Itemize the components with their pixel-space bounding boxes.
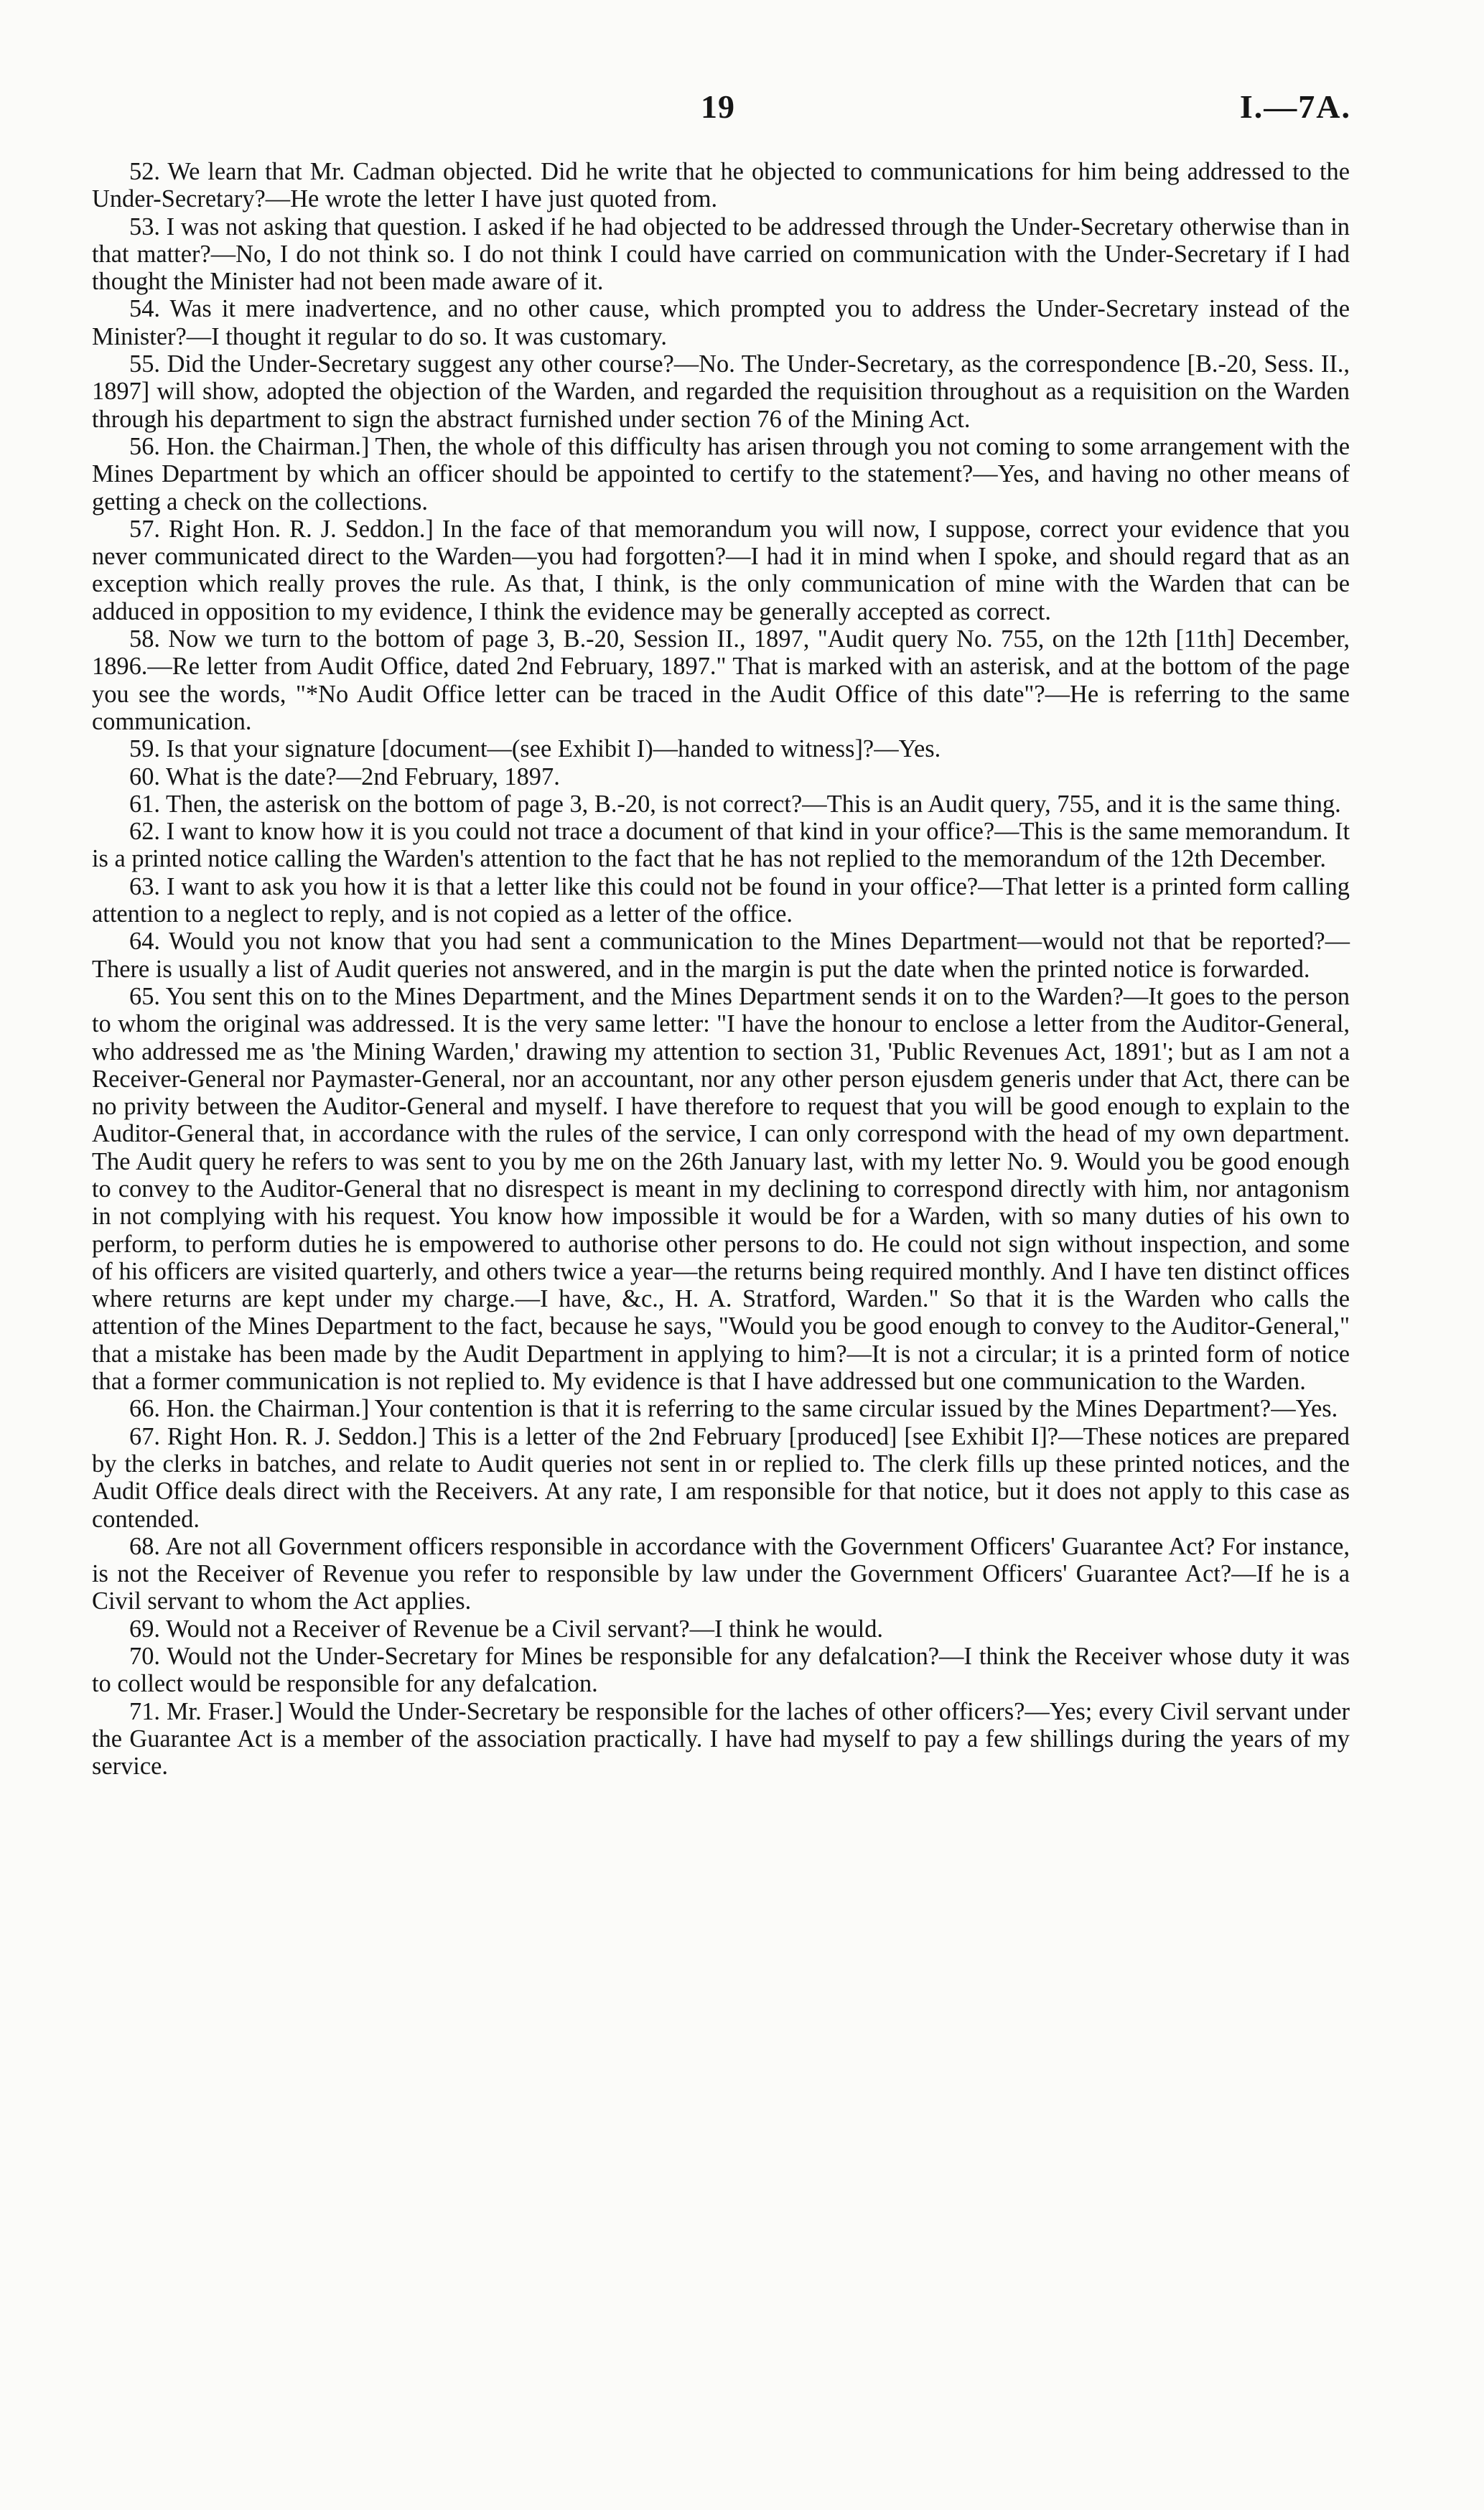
paragraph-64: 64. Would you not know that you had sent a communication to the Mines Department—would not that be reported?—There is usually a list of Audit queries not answered, and in the margin is put the date when the printed notice is forwarded. [92, 928, 1350, 983]
paragraph-69: 69. Would not a Receiver of Revenue be a Civil servant?—I think he would. [129, 1615, 884, 1643]
paragraph-52: 52. We learn that Mr. Cadman objected. Did he write that he objected to communications for him being addressed to the Under-Secretary?—He wrote the letter I have just quoted from. [92, 158, 1350, 213]
paragraph-59: 59. Is that your signature [document—(see Exhibit I)—handed to witness]?—Yes. [129, 735, 941, 763]
paragraph-68: 68. Are not all Government officers responsible in accordance with the Government Officers' Guarantee Act? For instance, is not the Receiver of Revenue you refer to responsible by law under the Government Officers' Guarantee Act?—If he is a Civil servant to whom the Act applies. [92, 1532, 1350, 1615]
paragraph-67: 67. Right Hon. R. J. Seddon.] This is a letter of the 2nd February [produced] [see Exhibit I]?—These notices are prepared by the clerks in batches, and relate to Audit queries not sent in or replied to. The clerk fills up these printed notices, and the Audit Office deals direct with the Receivers. At any rate, I am responsible for that notice, but it does not apply to this case as contended. [92, 1422, 1350, 1533]
paragraph-57: 57. Right Hon. R. J. Seddon.] In the face of that memorandum you will now, I suppose, correct your evidence that you never communicated direct to the Warden—you had forgotten?—I had it in mind when I spoke, and should regard that as an exception which really proves the rule. As that, I think, is the only communication of mine with the Warden that can be adduced in opposition to my evidence, I think the evidence may be generally accepted as correct. [92, 515, 1350, 625]
paragraph-63: 63. I want to ask you how it is that a letter like this could not be found in your office?—That letter is a printed form calling attention to a neglect to reply, and is not copied as a letter of the office. [92, 872, 1350, 928]
evidence-text [92, 158, 1350, 1781]
paragraph-66: 66. Hon. the Chairman.] Your contention is that it is referring to the same circular issued by the Mines Department?—Yes. [129, 1395, 1338, 1423]
paragraph-70: 70. Would not the Under-Secretary for Mines be responsible for any defalcation?—I think the Receiver whose duty it was to collect would be responsible for any defalcation. [92, 1643, 1350, 1698]
paragraph-60: 60. What is the date?—2nd February, 1897. [129, 762, 560, 790]
paragraph-62: 62. I want to know how it is you could not trace a document of that kind in your office?—This is the same memorandum. It is a printed notice calling the Warden's attention to the fact that he has not replied to the memorandum of the 12th December. [92, 818, 1350, 873]
document-reference: I.—7A. [1239, 88, 1351, 125]
paragraph-58: 58. Now we turn to the bottom of page 3, B.-20, Session II., 1897, "Audit query No. 755, on the 12th [11th] December, 1896.—Re letter from Audit Office, dated 2nd February, 1897." That is marked with an asterisk, and at the bottom of the page you see the words, "*No Audit Office letter can be traced in the Audit Office of this date"?—He is referring to the same communication. [92, 625, 1350, 735]
paragraph-71: 71. Mr. Fraser.] Would the Under-Secretary be responsible for the laches of other officers?—Yes; every Civil servant under the Guarantee Act is a member of the association practically. I have had myself to pay a few shillings during the years of my service. [92, 1697, 1350, 1781]
paragraph-56: 56. Hon. the Chairman.] Then, the whole of this difficulty has arisen through you not coming to some arrangement with the Mines Department by which an officer should be appointed to certify to the statement?—Yes, and having no other means of getting a check on the collections. [92, 432, 1350, 515]
paragraph-54: 54. Was it mere inadvertence, and no other cause, which prompted you to address the Under-Secretary instead of the Minister?—I thought it regular to do so. It was customary. [92, 295, 1350, 350]
paragraph-65: 65. You sent this on to the Mines Department, and the Mines Department sends it on to the Warden?—It goes to the person to whom the original was addressed. It is the very same letter: "I have the honour to enclose a letter from the Auditor-General, who addressed me as 'the Mining Warden,' drawing my attention to section 31, 'Public Revenues Act, 1891'; but as I am not a Receiver-General nor Paymaster-General, nor an accountant, nor any other person ejusdem generis under that Act, there can be no privity between the Auditor-General and myself. I have therefore to request that you will be good enough to explain to the Auditor-General that, in accordance with the rules of the service, I can only correspond with the head of my own department. The Audit query he refers to was sent to you by me on the 26th January last, with my letter No. 9. Would you be good enough to convey to the Auditor-General that no disrespect is meant in my declining to correspond directly with him, nor antagonism in not complying with his request. You know how impossible it would be for a Warden, with so many duties of his own to perform, to perform duties he is empowered to authorise other persons to do. He could not sign without inspection, and some of his officers are visited quarterly, and others twice a year—the returns being required monthly. And I have ten distinct offices where returns are kept under my charge.—I have, &c., H. A. Stratford, Warden." So that it is the Warden who calls the attention of the Mines Department to the fact, because he says, "Would you be good enough to convey to the Auditor-General," that a mistake has been made by the Audit Department in applying to him?—It is not a circular; it is a printed form of notice that a former communication is not replied to. My evidence is that I have addressed but one communication to the Warden. [92, 982, 1350, 1396]
page-number: 19 [701, 88, 735, 125]
paragraph-61: 61. Then, the asterisk on the bottom of page 3, B.-20, is not correct?—This is an Audit query, 755, and it is the same thing. [129, 790, 1341, 818]
paragraph-55: 55. Did the Under-Secretary suggest any other course?—No. The Under-Secretary, as the correspondence [B.-20, Sess. II., 1897] will show, adopted the objection of the Warden, and regarded the requisition throughout as a requisition on the Warden through his department to sign the abstract furnished under section 76 of the Mining Act. [92, 350, 1350, 433]
paragraph-53: 53. I was not asking that question. I asked if he had objected to be addressed through the Under-Secretary otherwise than in that matter?—No, I do not think so. I do not think I could have carried on communication with the Under-Secretary if I had thought the Minister had not been made aware of it. [92, 213, 1350, 296]
